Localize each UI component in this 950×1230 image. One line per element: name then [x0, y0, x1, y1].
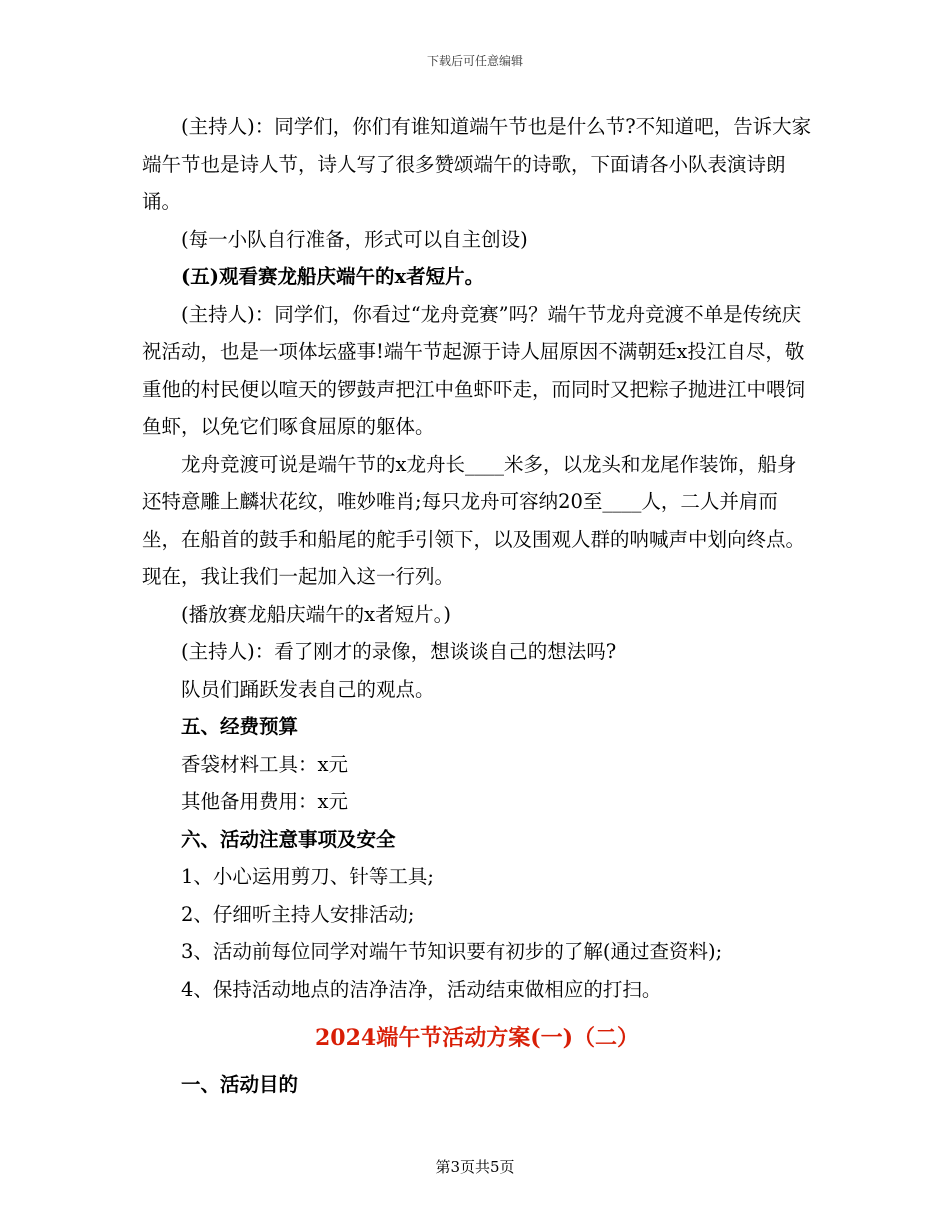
safety-item: 2、仔细听主持人安排活动;	[181, 902, 415, 926]
heading-goal: 一、活动目的	[181, 1073, 299, 1096]
paragraph-host-poetry: (主持人)：同学们，你们有谁知道端午节也是什么节?不知道吧，告诉大家端午节也是诗人节，诗人写了很多赞颂端午的诗歌，下面请各小队表演诗朗诵。	[142, 115, 812, 213]
header-note: 下载后可任意编辑	[426, 54, 523, 68]
paragraph-dragon-boat-race: (主持人)：同学们，你看过“龙舟竞赛”吗？端午节龙舟竞渡不单是传统庆祝活动，也是一项体坛盛事!端午节起源于诗人屈原因不满朝廷x投江自尽，敬重他的村民便以喧天的锣鼓声把江中鱼虾吓走，而同时又把粽子抛进江中喂饲鱼虾，以免它们啄食屈原的躯体。	[142, 302, 806, 438]
safety-item: 4、保持活动地点的洁净洁净，活动结束做相应的打扫。	[181, 977, 662, 1001]
section-title: 2024端午节活动方案(一)（二）	[314, 1025, 640, 1051]
heading-budget: 五、经费预算	[181, 715, 299, 738]
page-number: 第3页共5页	[435, 1158, 515, 1176]
document-body	[142, 108, 812, 1104]
paragraph-members-speak: 队员们踊跃发表自己的观点。	[181, 677, 435, 701]
paragraph-prepare: (每一小队自行准备，形式可以自主创设)	[181, 227, 528, 251]
paragraph-play-film: (播放赛龙船庆端午的x者短片。)	[181, 602, 451, 626]
heading-safety: 六、活动注意事项及安全	[181, 827, 396, 851]
safety-item: 1、小心运用剪刀、针等工具;	[181, 865, 434, 888]
budget-item-other: 其他备用费用：x元	[181, 790, 348, 813]
budget-item-materials: 香袋材料工具：x元	[181, 752, 348, 776]
safety-item: 3、活动前每位同学对端午节知识要有初步的了解(通过查资料);	[181, 940, 723, 963]
paragraph-host-question: (主持人)：看了刚才的录像，想谈谈自己的想法吗?	[181, 640, 617, 663]
paragraph-dragon-boat-details: 龙舟竞渡可说是端午节的x龙舟长____米多，以龙头和龙尾作装饰，船身还特意雕上麟状花纹，唯妙唯肖;每只龙舟可容纳20至____人，二人并肩而坐，在船首的鼓手和船尾的舵手引领下，以及围观人群的呐喊声中划向终点。现在，我让我们一起加入这一行列。	[142, 452, 806, 588]
heading-watch-film: (五)观看赛龙船庆端午的x者短片。	[181, 265, 485, 288]
